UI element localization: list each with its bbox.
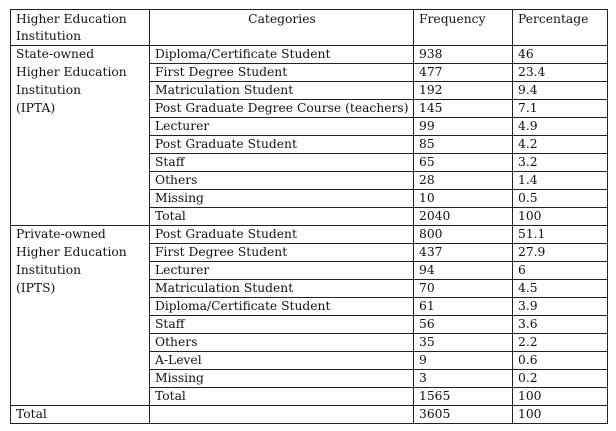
- institution-cell: [11, 388, 150, 406]
- table-row: [11, 334, 608, 352]
- frequency-cell: 938: [414, 46, 513, 64]
- category-cell: First Degree Student: [150, 244, 414, 262]
- frequency-cell: 3605: [414, 406, 513, 424]
- percentage-cell: 3.6: [513, 316, 608, 334]
- percentage-cell: 6: [513, 262, 608, 280]
- institution-cell: Institution: [11, 262, 150, 280]
- percentage-cell: 100: [513, 208, 608, 226]
- category-cell: Matriculation Student: [150, 82, 414, 100]
- percentage-cell: 4.2: [513, 136, 608, 154]
- category-cell: Others: [150, 334, 414, 352]
- table-row: [11, 100, 608, 118]
- category-cell: Others: [150, 172, 414, 190]
- institution-cell: [11, 208, 150, 226]
- frequency-cell: 99: [414, 118, 513, 136]
- institution-cell: Private-owned: [11, 226, 150, 244]
- table-row: [11, 244, 608, 262]
- institution-cell: [11, 118, 150, 136]
- frequency-cell: 94: [414, 262, 513, 280]
- percentage-cell: 0.5: [513, 190, 608, 208]
- category-cell: Total: [150, 208, 414, 226]
- frequency-cell: 3: [414, 370, 513, 388]
- header-row: [11, 10, 608, 46]
- frequency-cell: 65: [414, 154, 513, 172]
- institution-cell: [11, 334, 150, 352]
- frequency-cell: 145: [414, 100, 513, 118]
- percentage-cell: 0.2: [513, 370, 608, 388]
- category-cell: Staff: [150, 316, 414, 334]
- percentage-cell: 51.1: [513, 226, 608, 244]
- frequency-cell: 28: [414, 172, 513, 190]
- data-table: [10, 9, 608, 424]
- frequency-cell: 85: [414, 136, 513, 154]
- table-row: [11, 172, 608, 190]
- table-row: [11, 370, 608, 388]
- frequency-cell: 2040: [414, 208, 513, 226]
- percentage-cell: 9.4: [513, 82, 608, 100]
- frequency-cell: 9: [414, 352, 513, 370]
- category-cell: A-Level: [150, 352, 414, 370]
- percentage-cell: 2.2: [513, 334, 608, 352]
- institution-cell: [11, 190, 150, 208]
- header-frequency: Frequency: [414, 10, 513, 46]
- percentage-cell: 27.9: [513, 244, 608, 262]
- frequency-cell: 1565: [414, 388, 513, 406]
- category-cell: Post Graduate Degree Course (teachers): [150, 100, 414, 118]
- header-institution: Higher Education Institution: [11, 10, 150, 46]
- percentage-cell: 46: [513, 46, 608, 64]
- table-row: [11, 316, 608, 334]
- institution-cell: [11, 154, 150, 172]
- frequency-cell: 192: [414, 82, 513, 100]
- table-row: [11, 352, 608, 370]
- category-cell: Post Graduate Student: [150, 136, 414, 154]
- category-cell: First Degree Student: [150, 64, 414, 82]
- header-percentage: Percentage: [513, 10, 608, 46]
- table-row: [11, 388, 608, 406]
- percentage-cell: 4.9: [513, 118, 608, 136]
- institution-cell: State-owned: [11, 46, 150, 64]
- frequency-cell: 35: [414, 334, 513, 352]
- category-cell: Diploma/Certificate Student: [150, 46, 414, 64]
- frequency-cell: 437: [414, 244, 513, 262]
- category-cell: Missing: [150, 190, 414, 208]
- institution-cell: Total: [11, 406, 150, 424]
- percentage-cell: 3.9: [513, 298, 608, 316]
- category-cell: Staff: [150, 154, 414, 172]
- table-row: [11, 154, 608, 172]
- table-header: [11, 10, 608, 46]
- table-body: [11, 46, 608, 424]
- institution-cell: [11, 370, 150, 388]
- institution-cell: [11, 316, 150, 334]
- category-cell: Lecturer: [150, 118, 414, 136]
- frequency-cell: 10: [414, 190, 513, 208]
- table-row: [11, 118, 608, 136]
- table-row: [11, 208, 608, 226]
- frequency-cell: 477: [414, 64, 513, 82]
- header-categories: Categories: [150, 10, 414, 46]
- table-row: [11, 406, 608, 424]
- category-cell: Diploma/Certificate Student: [150, 298, 414, 316]
- category-cell: Total: [150, 388, 414, 406]
- table-row: [11, 280, 608, 298]
- percentage-cell: 4.5: [513, 280, 608, 298]
- frequency-cell: 800: [414, 226, 513, 244]
- institution-cell: Higher Education: [11, 64, 150, 82]
- institution-cell: [11, 298, 150, 316]
- percentage-cell: 23.4: [513, 64, 608, 82]
- institution-cell: [11, 172, 150, 190]
- category-cell: Lecturer: [150, 262, 414, 280]
- table-row: [11, 64, 608, 82]
- institution-cell: [11, 352, 150, 370]
- institution-cell: (IPTA): [11, 100, 150, 118]
- percentage-cell: 7.1: [513, 100, 608, 118]
- percentage-cell: 100: [513, 406, 608, 424]
- category-cell: Matriculation Student: [150, 280, 414, 298]
- percentage-cell: 3.2: [513, 154, 608, 172]
- table-row: [11, 262, 608, 280]
- institution-cell: Higher Education: [11, 244, 150, 262]
- percentage-cell: 0.6: [513, 352, 608, 370]
- percentage-cell: 100: [513, 388, 608, 406]
- table-row: [11, 46, 608, 64]
- frequency-cell: 56: [414, 316, 513, 334]
- frequency-cell: 70: [414, 280, 513, 298]
- category-cell: [150, 406, 414, 424]
- table-row: [11, 226, 608, 244]
- frequency-cell: 61: [414, 298, 513, 316]
- table-row: [11, 136, 608, 154]
- institution-cell: [11, 136, 150, 154]
- table-row: [11, 298, 608, 316]
- percentage-cell: 1.4: [513, 172, 608, 190]
- category-cell: Missing: [150, 370, 414, 388]
- institution-cell: Institution: [11, 82, 150, 100]
- category-cell: Post Graduate Student: [150, 226, 414, 244]
- institution-cell: (IPTS): [11, 280, 150, 298]
- table-row: [11, 82, 608, 100]
- table-row: [11, 190, 608, 208]
